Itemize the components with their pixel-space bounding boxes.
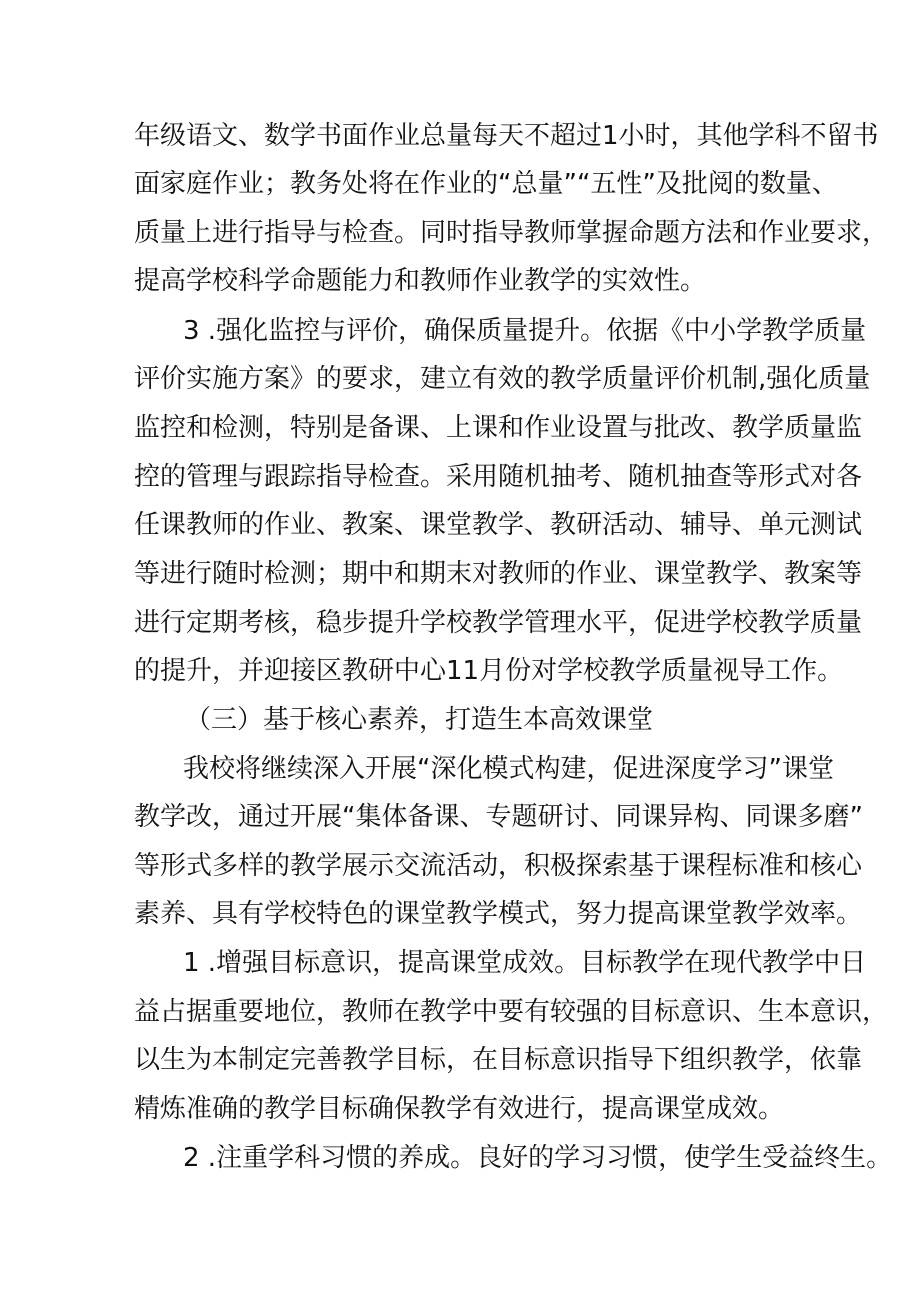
text-line: 2 .注重学科习惯的养成。良好的学习习惯，使学生受益终生。 xyxy=(183,1143,893,1173)
text-line: 等形式多样的教学展示交流活动，积极探索基于课程标准和核心 xyxy=(134,851,863,881)
text-line: 评价实施方案》的要求，建立有效的教学质量评价机制,强化质量 xyxy=(134,364,871,394)
text-line: 监控和检测，特别是备课、上课和作业设置与批改、教学质量监 xyxy=(134,413,863,443)
text-line: 3 .强化监控与评价，确保质量提升。依据《中小学教学质量 xyxy=(183,316,867,346)
text-line: 1 .增强目标意识，提高课堂成效。目标教学在现代教学中日 xyxy=(183,948,867,978)
text-line: 的提升，并迎接区教研中心11月份对学校教学质量视导工作。 xyxy=(134,656,844,686)
text-line: 精炼准确的教学目标确保教学有效进行，提高课堂成效。 xyxy=(134,1094,785,1124)
text-line: 以生为本制定完善教学目标，在目标意识指导下组织教学，依靠 xyxy=(134,1045,863,1075)
text-line: 质量上进行指导与检查。同时指导教师掌握命题方法和作业要求， xyxy=(134,218,889,248)
section-heading: （三）基于核心素养，打造生本高效课堂 xyxy=(185,705,654,735)
text-line: 素养、具有学校特色的课堂教学模式，努力提高课堂教学效率。 xyxy=(134,899,863,929)
text-line: 益占据重要地位，教师在教学中要有较强的目标意识、生本意识， xyxy=(134,997,889,1027)
text-line: 年级语文、数学书面作业总量每天不超过1小时，其他学科不留书 xyxy=(134,121,879,151)
text-line: 面家庭作业；教务处将在作业的“总量”“五性”及批阅的数量、 xyxy=(134,169,838,199)
text-line: 我校将继续深入开展“深化模式构建，促进深度学习”课堂 xyxy=(183,754,834,784)
text-line: 教学改，通过开展“集体备课、专题研讨、同课异构、同课多磨” xyxy=(134,802,863,832)
text-line: 控的管理与跟踪指导检查。采用随机抽考、随机抽查等形式对各 xyxy=(134,462,863,492)
text-line: 任课教师的作业、教案、课堂教学、教研活动、辅导、单元测试 xyxy=(134,510,863,540)
text-line: 提高学校科学命题能力和教师作业教学的实效性。 xyxy=(134,266,707,296)
text-line: 等进行随时检测；期中和期末对教师的作业、课堂教学、教案等 xyxy=(134,559,863,589)
text-line: 进行定期考核，稳步提升学校教学管理水平，促进学校教学质量 xyxy=(134,608,863,638)
